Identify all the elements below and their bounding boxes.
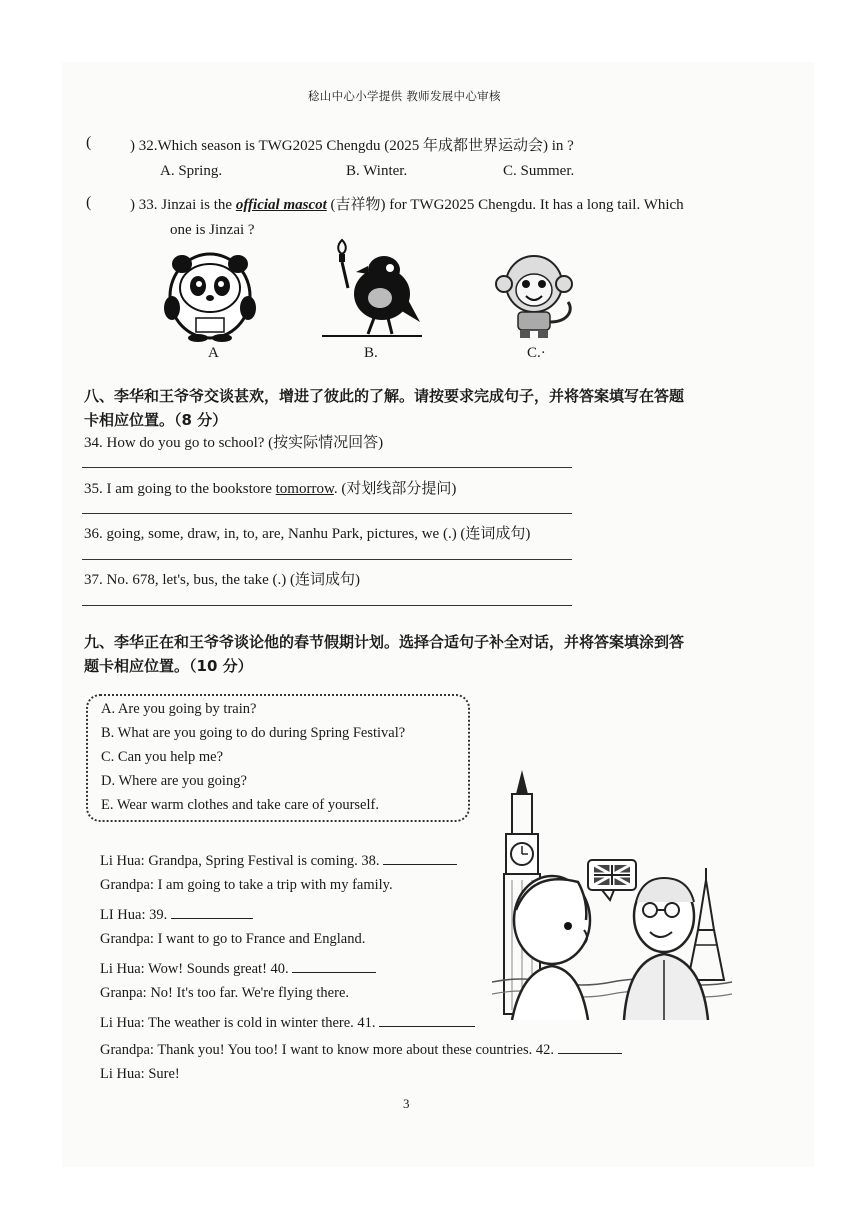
q32-option-b: B. Winter.	[346, 163, 408, 179]
panda-mascot-image	[160, 250, 260, 342]
section8-title-line1: 八、李华和王爷爷交谈甚欢，增进了彼此的了解。请按要求完成句子，并将答案填写在答题	[84, 387, 685, 405]
q33-text-line2: one is Jinzai ?	[170, 222, 255, 238]
q33-answer-paren: (	[86, 194, 92, 211]
option-a: A. Are you going by train?	[101, 701, 257, 717]
q36-text: 36. going, some, draw, in, to, are, Nanhu Park, pictures, we (.) (连词成句)	[84, 526, 531, 542]
dialogue-line-40: Li Hua: Wow! Sounds great! 40.	[100, 958, 376, 978]
dialogue-line-42: Grandpa: Thank you! You too! I want to know more about these countries. 42.	[100, 1039, 622, 1059]
blank-38[interactable]	[383, 850, 457, 865]
uk-flag-speech-bubble-icon	[588, 860, 636, 900]
section9-title-line1: 九、李华正在和王爷爷谈论他的春节假期计划。选择合适句子补全对话，并将答案填涂到答	[84, 633, 685, 651]
dialogue-line-2: Grandpa: I am going to take a trip with my family.	[100, 877, 393, 893]
q36-answer-line[interactable]	[82, 559, 572, 560]
q32-option-c: C. Summer.	[503, 163, 575, 179]
blank-39[interactable]	[171, 904, 253, 919]
image-label-c: C.·	[527, 345, 546, 361]
q33-emphasis: official mascot	[235, 197, 327, 213]
q37-answer-line[interactable]	[82, 605, 572, 606]
q33-text: ) 33. Jinzai is the official mascot (吉祥物) for TWG2025 Chengdu. It has a long tail. Which	[130, 197, 684, 213]
travel-illustration	[492, 770, 732, 1020]
q32-text: ) 32.Which season is TWG2025 Chengdu (2025 年成都世界运动会) in ?	[130, 138, 574, 154]
image-label-a: A	[208, 345, 219, 361]
monkey-mascot-image	[488, 250, 580, 342]
image-label-b: B.	[364, 345, 378, 361]
dialogue-line-9: Li Hua: Sure!	[100, 1066, 180, 1082]
blank-42[interactable]	[558, 1039, 622, 1054]
dialogue-line-39: LI Hua: 39.	[100, 904, 253, 924]
bird-mascot-image	[322, 236, 422, 340]
option-b: B. What are you going to do during Spring Festival?	[101, 725, 406, 741]
grandpa-figure-icon	[624, 878, 708, 1020]
q35-underlined-word: tomorrow	[275, 481, 334, 497]
q37-text: 37. No. 678, let's, bus, the take (.) (连词成句)	[84, 572, 360, 588]
q32-option-a: A. Spring.	[160, 163, 223, 179]
option-c: C. Can you help me?	[101, 749, 224, 765]
section8-title-line2: 卡相应位置。（8 分）	[84, 411, 228, 429]
dialogue-line-4: Grandpa: I want to go to France and England.	[100, 931, 366, 947]
blank-41[interactable]	[379, 1012, 475, 1027]
q34-answer-line[interactable]	[82, 467, 572, 468]
dialogue-line-41: Li Hua: The weather is cold in winter there. 41.	[100, 1012, 475, 1032]
q35-answer-line[interactable]	[82, 513, 572, 514]
dialogue-line-6: Granpa: No! It's too far. We're flying there.	[100, 985, 349, 1001]
page-header: 稔山中心小学提供 教师发展中心审核	[308, 89, 501, 103]
blank-40[interactable]	[292, 958, 376, 973]
option-e: E. Wear warm clothes and take care of yourself.	[101, 797, 379, 813]
option-d: D. Where are you going?	[101, 773, 247, 789]
boy-figure-icon	[512, 876, 590, 1020]
q32-answer-paren: (	[86, 134, 92, 151]
q35-text: 35. I am going to the bookstore tomorrow. (对划线部分提问)	[84, 481, 457, 497]
dialogue-line-38: Li Hua: Grandpa, Spring Festival is coming. 38.	[100, 850, 457, 870]
section9-title-line2: 题卡相应位置。（10 分）	[84, 657, 253, 675]
page-number: 3	[403, 1096, 410, 1111]
q34-text: 34. How do you go to school? (按实际情况回答)	[84, 435, 384, 451]
